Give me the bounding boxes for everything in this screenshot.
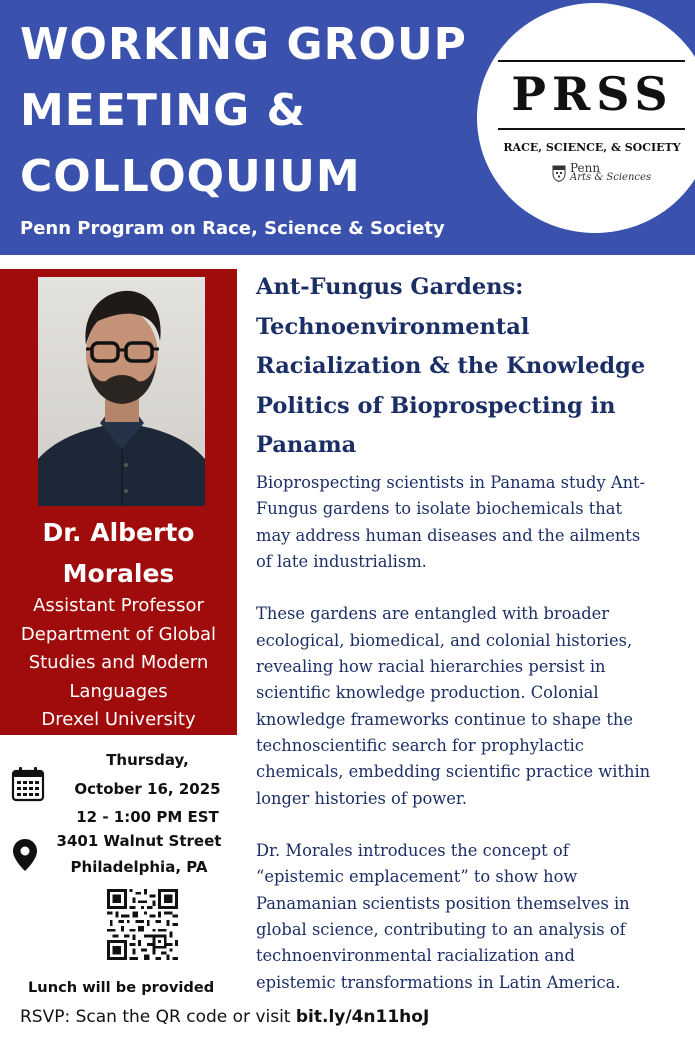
event-datetime xyxy=(55,746,240,832)
speaker-photo xyxy=(38,277,205,506)
prss-tagline: RACE, SCIENCE, & SOCIETY xyxy=(503,141,681,154)
abstract-line: knowledge frameworks continue to shape the xyxy=(256,709,633,729)
title-line: MEETING & xyxy=(20,85,306,136)
logo-rule-bottom xyxy=(498,128,685,130)
abstract-paragraph xyxy=(256,470,692,575)
speaker-affiliation xyxy=(0,592,237,735)
abstract-line: scientific knowledge production. Colonial xyxy=(256,683,599,703)
talk-title-line: Technoenvironmental xyxy=(256,313,530,340)
affiliation-line: Assistant Professor xyxy=(33,595,204,616)
talk-title-line: Ant-Fungus Gardens: xyxy=(256,274,524,300)
event-address xyxy=(44,828,234,880)
penn-wordmark xyxy=(570,163,651,183)
rsvp-link[interactable]: bit.ly/4n11hoJ xyxy=(295,1007,430,1027)
rsvp-line xyxy=(20,1007,680,1027)
affiliation-line: Studies and Modern xyxy=(28,652,209,673)
abstract-line: Dr. Morales introduces the concept of xyxy=(256,841,569,861)
abstract-line: Bioprospecting scientists in Panama study Ant- xyxy=(256,473,646,492)
abstract-line: “epistemic emplacement” to show how xyxy=(256,867,578,887)
affiliation-line: Languages xyxy=(69,680,168,702)
event-time: 12 - 1:00 PM EST xyxy=(76,808,219,826)
abstract-line: of late industrialism. xyxy=(256,551,427,571)
event-date: October 16, 2025 xyxy=(74,779,221,798)
talk-abstract xyxy=(256,470,692,1022)
abstract-line: may address human diseases and the ailments xyxy=(256,525,641,545)
event-type-title xyxy=(20,12,490,210)
location-pin-icon xyxy=(12,838,38,872)
abstract-line: global science, contributing to an analysis of xyxy=(256,920,626,940)
qr-code[interactable] xyxy=(107,889,178,960)
abstract-paragraph xyxy=(256,601,692,811)
abstract-line: Panamanian scientists position themselves in xyxy=(256,893,630,913)
prss-wordmark: PRSS xyxy=(511,67,674,121)
abstract-line: technoscientific search for prophylactic xyxy=(256,735,584,755)
title-line: WORKING GROUP xyxy=(20,19,467,70)
speaker-name-line: Morales xyxy=(62,559,175,588)
program-name: Penn Program on Race, Science & Society xyxy=(20,218,445,239)
speaker-name xyxy=(0,512,237,594)
rsvp-text: RSVP: Scan the QR code or visit xyxy=(20,1007,296,1027)
talk-title-line: Racialization & the Knowledge xyxy=(256,353,646,379)
abstract-line: These gardens are entangled with broader xyxy=(256,604,610,624)
title-line: COLLOQUIUM xyxy=(20,151,361,202)
talk-title xyxy=(256,268,692,466)
speaker-portrait xyxy=(38,277,205,506)
penn-line: Penn xyxy=(570,161,601,175)
address-line: 3401 Walnut Street xyxy=(56,832,222,850)
talk-title-line: Politics of Bioprospecting in xyxy=(256,392,616,419)
lunch-note: Lunch will be provided xyxy=(28,979,215,996)
penn-arts-sciences-logo xyxy=(552,162,651,184)
abstract-line: Fungus gardens to isolate biochemicals that xyxy=(256,499,623,519)
abstract-line: longer histories of power. xyxy=(256,788,468,808)
abstract-line: ecological, biomedical, and colonial histories, xyxy=(256,630,633,650)
penn-line: Arts & Sciences xyxy=(570,172,652,183)
logo-rule-top xyxy=(498,60,685,62)
event-day: Thursday, xyxy=(106,751,189,769)
abstract-line: revealing how racial hierarchies persist in xyxy=(256,657,606,677)
penn-shield-icon xyxy=(552,165,566,182)
affiliation-line: Drexel University xyxy=(41,709,196,730)
speaker-name-line: Dr. Alberto xyxy=(42,518,195,547)
abstract-line: epistemic transformations in Latin America. xyxy=(256,972,621,992)
abstract-line: chemicals, embedding scientific practice within xyxy=(256,762,651,782)
abstract-paragraph xyxy=(256,838,692,996)
calendar-icon xyxy=(11,766,45,802)
affiliation-line: Department of Global xyxy=(20,623,217,645)
abstract-line: technoenvironmental racialization and xyxy=(256,946,575,966)
address-line: Philadelphia, PA xyxy=(70,858,208,876)
talk-title-line: Panama xyxy=(256,432,357,458)
